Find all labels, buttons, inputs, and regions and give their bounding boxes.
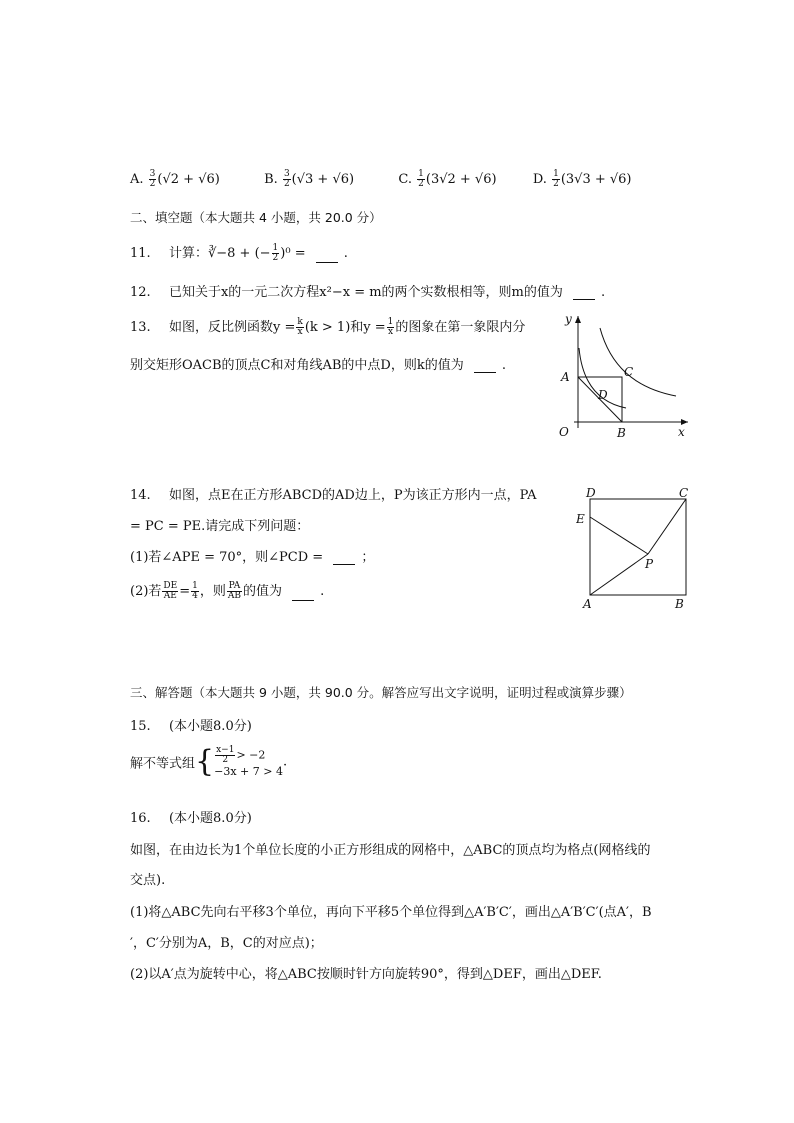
q11-answer-blank[interactable] (316, 250, 338, 263)
q11-number: 11. (130, 246, 151, 261)
q15-number: 15. (130, 719, 151, 734)
q16-line5: (2)以A′点为旋转中心，将△ABC按顺时针方向旋转90°，得到△DEF，画出△DEF. (130, 967, 602, 982)
choice-b-frac: $\frac{3}{2}$ (283, 169, 290, 189)
q13-label-c: C (624, 365, 634, 379)
q14-label-c: C (679, 486, 689, 500)
q14-square (590, 499, 686, 595)
q16-line3: (1)将△ABC先向右平移3个单位，再向下平移5个单位得到△A′B′C′，画出△A′B′C′(点A′，B (130, 905, 652, 920)
q14-line2: = PC = PE.请完成下列问题： (130, 519, 310, 534)
q12-number: 12. (130, 285, 151, 300)
q16-line2: 交点). (130, 873, 166, 888)
q15-brace-icon: { (195, 744, 215, 779)
choice-a-expr: (√2 + √6) (157, 172, 220, 187)
q14-label-d: D (586, 486, 596, 500)
choice-b (264, 169, 358, 189)
q16-header (130, 807, 252, 826)
choice-b-label: B. (264, 172, 278, 187)
q13-figure (556, 310, 696, 440)
choice-d-label: D. (532, 172, 547, 187)
q15-system: $\frac{x-1}{2}$ > −2 −3x + 7 > 4 (214, 745, 283, 778)
choice-d-frac: $\frac{1}{2}$ (553, 169, 559, 189)
choice-d (532, 169, 632, 189)
choice-c-label: C. (398, 172, 412, 187)
q14-number: 14. (130, 488, 151, 503)
q11-frac: $\frac{1}{2}$ (272, 243, 279, 263)
q13-label-d: D (598, 388, 608, 402)
q13-label-a: A (561, 370, 570, 384)
q16-score: (本小题8.0分) (168, 811, 252, 826)
q15-body: 解不等式组{ $\frac{x-1}{2}$ > −2 −3x + 7 > 4 . (130, 744, 288, 779)
q14-segment-pa (590, 554, 648, 595)
q13-line1: 13. 如图，反比例函数y = $\frac{k}{x}$ (k > 1)和y = $\frac{1}{x}$ 的图象在第一象限内分 (130, 317, 526, 337)
q14-label-e: E (576, 512, 585, 526)
choice-a-label: A. (130, 172, 144, 187)
choice-a (130, 169, 224, 189)
q15-header (130, 715, 252, 734)
q14-label-p: P (645, 557, 654, 571)
q13-line2: 别交矩形OACB的顶点C和对角线AB的中点D，则k的值为 . (130, 358, 507, 373)
choice-d-expr: (3√3 + √6) (560, 172, 632, 187)
q14-segment-pc (648, 499, 686, 554)
q12-answer-blank[interactable] (573, 287, 595, 300)
q14-part2: (2)若 $\frac{DE}{AE}$ = $\frac{1}{4}$ ，则 $\frac{PA}{AB}$ 的值为 . (130, 581, 325, 601)
q16-number: 16. (130, 811, 151, 826)
section2-heading: 二、填空题（本大题共 4 小题，共 20.0 分） (130, 210, 382, 225)
q12-text: 已知关于x的一元二次方程x²−x = m的两个实数根相等，则m的值为 (168, 285, 563, 300)
q13-frac-1-x: $\frac{1}{x}$ (387, 317, 394, 337)
q14-part1: (1)若∠APE = 70°，则∠PCD = ； (130, 550, 375, 565)
q14-line1: 14. 如图，点E在正方形ABCD的AD边上，P为该正方形内一点，PA (130, 488, 537, 503)
q14-segment-pe (590, 517, 648, 554)
choice-c-frac: $\frac{1}{2}$ (418, 169, 424, 189)
choice-a-frac: $\frac{3}{2}$ (149, 169, 156, 189)
q14-part2-answer-blank[interactable] (292, 588, 314, 601)
q12: 12. 已知关于x的一元二次方程x²−x = m的两个实数根相等，则m的值为 . (130, 285, 606, 300)
choice-b-expr: (√3 + √6) (291, 172, 355, 187)
q13-curve-k-over-x (600, 328, 676, 396)
q13-y-arrow-icon (575, 316, 581, 323)
q13-label-y: y (565, 312, 572, 326)
q13-number: 13. (130, 320, 151, 335)
q13-frac-k-x: $\frac{k}{x}$ (297, 317, 303, 337)
q15-score: (本小题8.0分) (168, 719, 252, 734)
q13-label-o: O (559, 425, 569, 439)
q13-label-x: x (678, 425, 685, 439)
q14-label-a: A (583, 597, 592, 611)
section3-heading: 三、解答题（本大题共 9 小题，共 90.0 分。解答应写出文字说明，证明过程或演算步骤） (130, 685, 632, 700)
q14-figure (576, 484, 706, 614)
q16-line4: ′，C′分别为A，B，C的对应点)； (130, 936, 323, 951)
choice-c (398, 169, 500, 189)
q11: 11. 计算：∛−8 + (− $\frac{1}{2}$ )⁰ = . (130, 243, 348, 263)
choice-c-expr: (3√2 + √6) (425, 172, 497, 187)
q16-line1: 如图，在由边长为1个单位长度的小正方形组成的网格中，△ABC的顶点均为格点(网格线的 (130, 843, 651, 858)
q11-text-pre: 计算：∛−8 + (− (168, 246, 271, 261)
q14-label-b: B (675, 597, 684, 611)
q14-part1-answer-blank[interactable] (333, 552, 355, 565)
q13-answer-blank[interactable] (474, 360, 496, 373)
choices-row (130, 170, 632, 189)
q11-text-post: )⁰ = (280, 246, 306, 261)
q13-label-b: B (617, 426, 626, 440)
